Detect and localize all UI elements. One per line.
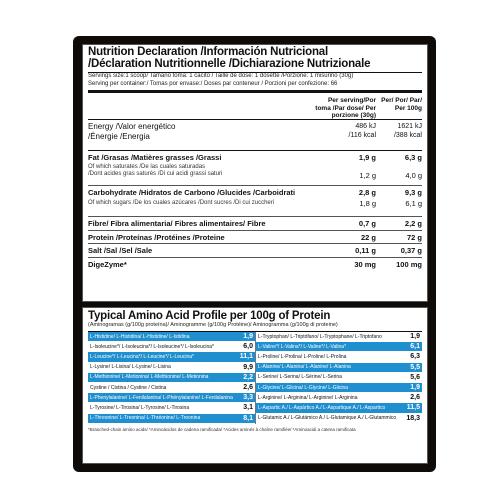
fat-serving: 1,9 g — [358, 153, 376, 162]
amino-value: 2,6 — [243, 384, 253, 392]
amino-name: L-Aspartic A./ L-Aspártico A./ L-Aspartique A./ L-Aspartico — [258, 404, 386, 411]
saturates-per100: 4,0 g — [405, 171, 422, 180]
fibre-row — [88, 217, 422, 230]
servings-per-container: Serving per container:/ Tomas por envase:/ Doses par conteneur / Porzioni per confezione: 66 — [88, 80, 338, 87]
energy-serving-kj: 486 kJ — [355, 123, 376, 130]
amino-value: 2,2 — [243, 373, 253, 381]
fibre-label: Fibre/ Fibra alimentaria/ Fibres alimentaires/ Fibre — [88, 219, 266, 228]
fibre-per100: 2,2 g — [404, 219, 422, 228]
digezyme-label: DigeZyme* — [88, 259, 127, 269]
amino-value: 18,3 — [406, 414, 420, 422]
amino-value: 1,9 — [243, 333, 253, 341]
left-margin — [0, 0, 72, 500]
amino-name: L-Glycine/ L-Glicina/ L-Glycine/ L-Glicina — [258, 384, 349, 391]
salt-label: Salt /Sal /Sel /Sale — [88, 246, 153, 255]
sugars-serving: 1,8 g — [359, 199, 376, 208]
nutrition-declaration-panel — [82, 44, 428, 302]
amino-name: L-Leucine*/ L-Leucina*/ L-Leucine*/ L-Leucina* — [90, 353, 194, 360]
carbohydrate-serving: 2,8 g — [358, 188, 376, 197]
amino-row — [256, 403, 422, 413]
title-line-2: /Déclaration Nutritionnelle /Dichiarazione Nutrizionale — [88, 57, 371, 70]
amino-row — [256, 332, 422, 342]
nutrition-label — [82, 44, 428, 464]
amino-value: 6,3 — [410, 353, 420, 361]
amino-name: L-Isoleucine*/ L-Isoleucina*/ L-Isoleucine*/ L-Isoleucina* — [90, 343, 214, 350]
amino-row — [256, 414, 422, 424]
amino-name: L-Glutamic A./ L-Glutámico A./ L-Glutamique A./ L-Glutammico — [258, 415, 397, 422]
amino-acid-panel — [82, 307, 428, 464]
saturates-label-2: /Dont acides gras saturés /Di cui acidi grassi saturi — [88, 171, 223, 177]
protein-serving: 22 g — [360, 232, 376, 242]
amino-name: L-Tyrosine/ L-Tirosina/ L-Tyrosine/ L-Tirosina — [90, 404, 190, 411]
amino-row — [256, 342, 422, 352]
amino-row — [88, 352, 255, 362]
amino-row — [88, 383, 255, 393]
amino-row — [256, 373, 422, 383]
protein-row — [88, 231, 422, 244]
amino-name: Cystine / Cistina / Cystine / Cistina — [90, 384, 167, 391]
amino-value: 5,6 — [410, 373, 420, 381]
amino-row — [88, 403, 255, 413]
energy-per100-kcal: /388 kcal — [393, 132, 422, 139]
amino-row — [256, 383, 422, 393]
per-100g-header: Per/ Por/ Par/ Per 100g — [381, 97, 422, 112]
protein-per100: 72 g — [406, 232, 422, 242]
amino-column-left — [88, 332, 255, 424]
sugars-per100: 6,1 g — [405, 199, 422, 208]
fibre-serving: 0,7 g — [358, 219, 376, 228]
carbohydrate-label: Carbohydrate /Hidratos de Carbono /Glucides /Carboidrati — [88, 188, 296, 197]
saturates-label: Of which saturates /De las cuales saturadas — [88, 164, 206, 170]
amino-name: L-Arginine/ L-Arginina/ L-Arginine/ L-Arginina — [258, 394, 358, 401]
protein-label: Protein /Proteínas /Protéines /Proteine — [88, 232, 225, 242]
carbohydrate-per100: 9,3 g — [404, 188, 422, 197]
amino-value: 11,5 — [406, 404, 420, 412]
amino-row — [88, 332, 255, 342]
amino-name: L-Serine/ L-Serina/ L-Sérine/ L-Serina — [258, 374, 342, 381]
amino-value: 3,1 — [243, 404, 253, 412]
energy-per100-kj: 1621 kJ — [397, 123, 422, 130]
amino-row — [88, 414, 255, 424]
amino-row — [88, 373, 255, 383]
energy-row — [88, 120, 422, 150]
fat-row — [88, 151, 422, 185]
saturates-serving: 1,2 g — [359, 171, 376, 180]
amino-value: 3,3 — [243, 394, 253, 402]
amino-name: L-Valine*/ L-Valina*/ L-Valine*/ L-Valina* — [258, 343, 347, 350]
amino-value: 6,0 — [243, 343, 253, 351]
digezyme-serving: 30 mg — [354, 259, 376, 269]
digezyme-per100: 100 mg — [396, 259, 422, 269]
per-serving-header: Per serving/Por toma /Par dose/ Per porzione (30g) — [315, 97, 376, 119]
fat-label: Fat /Grasas /Matières grasses /Grassi — [88, 153, 222, 162]
amino-name: L-Tryptophan/ L-Triptófano/ L-Tryptophane/ L-Triptofano — [258, 333, 382, 340]
amino-row — [88, 342, 255, 352]
serving-size: Servings size:1 scoop/ Tamaño toma: 1 cacito / Taille de dose: 1 dosette /Porzione: 1 misurino (30g) — [88, 73, 354, 79]
amino-name: L-Alanine/ L-Alanina/ L-Alanine/ L-Alanina — [258, 364, 351, 371]
title-line-1: Nutrition Declaration /Información Nutricional — [88, 46, 328, 58]
amino-name: L-Proline/ L-Prolina/ L-Proline/ L-Prolina — [258, 353, 347, 360]
energy-label: Energy /Valor energético — [88, 122, 176, 131]
energy-serving-kcal: /116 kcal — [348, 132, 376, 139]
amino-title: Typical Amino Acid Profile per 100g of Protein — [88, 310, 331, 322]
amino-name: L-Lysine/ L-Lisina/ L-Lysine/ L-Lisina — [90, 364, 171, 371]
amino-name: L-Histidine/ L-Histidina/ L-Histidine/ L-Istidina — [90, 333, 190, 340]
amino-value: 8,1 — [243, 414, 253, 422]
fat-per100: 6,3 g — [404, 153, 422, 162]
amino-name: L-Methionine/ L-Metionina/ L-Methionine/ L-Metionina — [90, 374, 209, 381]
amino-value: 1,9 — [410, 333, 420, 341]
amino-name: L-Phenylalanine/ L-Fenilalanina/ L-Phénylalanine/ L-Fenilalanina — [90, 394, 233, 401]
amino-value: 2,6 — [410, 394, 420, 402]
carbohydrate-row — [88, 186, 422, 216]
sugars-label: Of which sugars /De los cuales azúcares /Dont sucres /Di cui zuccheri — [88, 200, 275, 206]
amino-subtitle: (Aminogramas (g/100g proteína)/ Aminogramme (g/100g Protéine)/ Aminogramma (g/100g di proteine) — [88, 322, 338, 328]
amino-column-right — [255, 332, 422, 424]
amino-name: L-Threonine/ L-Treonina/ L-Thréonine/ L-Treonina — [90, 415, 201, 422]
salt-per100: 0,37 g — [400, 246, 422, 255]
salt-row — [88, 244, 422, 257]
amino-value: 1,9 — [410, 384, 420, 392]
amino-row — [256, 352, 422, 362]
amino-value: 5,5 — [410, 363, 420, 371]
amino-table — [88, 331, 422, 424]
column-header — [88, 93, 422, 119]
right-margin — [428, 0, 500, 500]
amino-value: 11,1 — [239, 353, 253, 361]
amino-footnote: *Branched-chain amino acids/ *Aminoácidos de cadena ramificada/ *Acides aminés à chaîne ramifiée/ *Aminoacidi a catena ramificata — [88, 426, 356, 432]
amino-row — [256, 393, 422, 403]
amino-row — [88, 363, 255, 373]
amino-row — [88, 393, 255, 403]
amino-row — [256, 363, 422, 373]
energy-label-2: /Énergie /Energia — [88, 132, 150, 141]
digezyme-row — [88, 258, 422, 271]
amino-value: 9,9 — [243, 363, 253, 371]
amino-value: 6,1 — [410, 343, 420, 351]
salt-serving: 0,11 g — [355, 246, 376, 255]
